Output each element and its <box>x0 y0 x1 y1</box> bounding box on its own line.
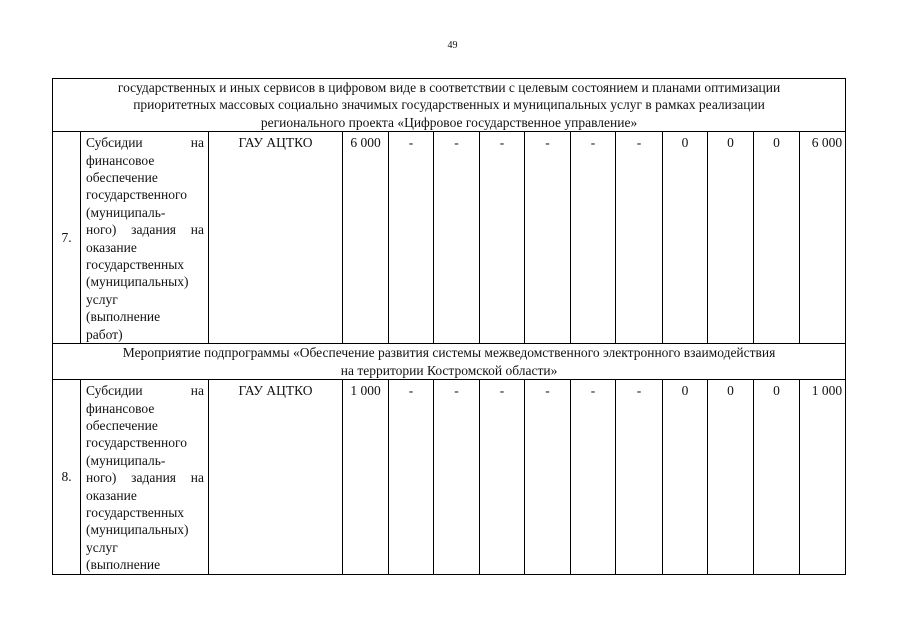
desc-line: (муниципальных) <box>86 274 189 290</box>
section-header-row <box>53 79 846 132</box>
row-description <box>81 132 209 344</box>
value-cell: 6 000 <box>343 132 389 344</box>
desc-line: (муниципаль- <box>86 452 166 468</box>
desc-line: (выполнение <box>86 309 161 325</box>
desc-line: государственного <box>86 435 187 451</box>
value-cell: - <box>480 132 525 344</box>
total-cell: 6 000 <box>800 132 846 344</box>
value-cell: 0 <box>663 132 708 344</box>
desc-line: услуг <box>86 539 118 555</box>
desc-line: государственного <box>86 187 187 203</box>
page-number: 49 <box>447 40 458 51</box>
desc-line: государственных <box>86 504 185 520</box>
section-header-line: государственных и иных сервисов в цифровом виде в соответствии с целевым состоянием и планами оптимизации <box>117 80 781 95</box>
table-row <box>53 132 846 344</box>
section-header-line: приоритетных массовых социально значимых государственных и муниципальных услуг в рамках реализации <box>133 97 765 113</box>
value-cell: - <box>434 132 480 344</box>
budget-table <box>52 78 846 575</box>
value-cell: - <box>616 380 663 574</box>
section-header-line: регионального проекта «Цифровое государственное управление» <box>260 114 638 130</box>
desc-line: оказание <box>86 487 137 503</box>
total-cell: 1 000 <box>800 380 846 574</box>
section-header-line: Мероприятие подпрограммы «Обеспечение развития системы межведомственного электронного взаимодействия <box>122 345 776 361</box>
desc-word: Субсидии <box>86 135 143 151</box>
value-cell: 1 000 <box>343 380 389 574</box>
value-cell: - <box>525 132 571 344</box>
section-header-cell <box>53 344 846 380</box>
value-cell: - <box>525 380 571 574</box>
value-cell: 0 <box>708 380 754 574</box>
desc-word: ного) <box>86 222 117 238</box>
desc-word: на <box>190 135 204 151</box>
value-cell: - <box>616 132 663 344</box>
section-header-line: на территории Костромской области» <box>340 362 558 378</box>
desc-word: задания <box>131 470 177 486</box>
value-cell: - <box>480 380 525 574</box>
value-cell: - <box>389 132 434 344</box>
value-cell: - <box>389 380 434 574</box>
value-cell: - <box>571 132 616 344</box>
desc-word: задания <box>131 222 177 238</box>
row-number: 7. <box>53 132 81 344</box>
row-description <box>81 380 209 574</box>
organization-cell: ГАУ АЦТКО <box>209 132 343 344</box>
desc-line: обеспечение <box>86 417 158 433</box>
table-row <box>53 380 846 574</box>
desc-word: на <box>190 222 204 238</box>
section-header-cell <box>53 79 846 132</box>
value-cell: 0 <box>708 132 754 344</box>
desc-line: (муниципальных) <box>86 522 189 538</box>
value-cell: - <box>571 380 616 574</box>
section-header-row <box>53 344 846 380</box>
value-cell: 0 <box>754 132 800 344</box>
desc-word: на <box>190 470 204 486</box>
value-cell: 0 <box>754 380 800 574</box>
desc-line: (выполнение <box>86 557 161 573</box>
desc-line: услуг <box>86 291 118 307</box>
desc-line: работ) <box>86 326 123 342</box>
organization-cell: ГАУ АЦТКО <box>209 380 343 574</box>
desc-word: ного) <box>86 470 117 486</box>
desc-line: финансовое <box>86 152 155 168</box>
desc-word: на <box>190 383 204 399</box>
desc-word: Субсидии <box>86 383 143 399</box>
desc-line: обеспечение <box>86 170 158 186</box>
desc-line: оказание <box>86 239 137 255</box>
desc-line: государственных <box>86 257 185 273</box>
value-cell: - <box>434 380 480 574</box>
value-cell: 0 <box>663 380 708 574</box>
desc-line: финансовое <box>86 400 155 416</box>
row-number: 8. <box>53 380 81 574</box>
desc-line: (муниципаль- <box>86 204 166 220</box>
